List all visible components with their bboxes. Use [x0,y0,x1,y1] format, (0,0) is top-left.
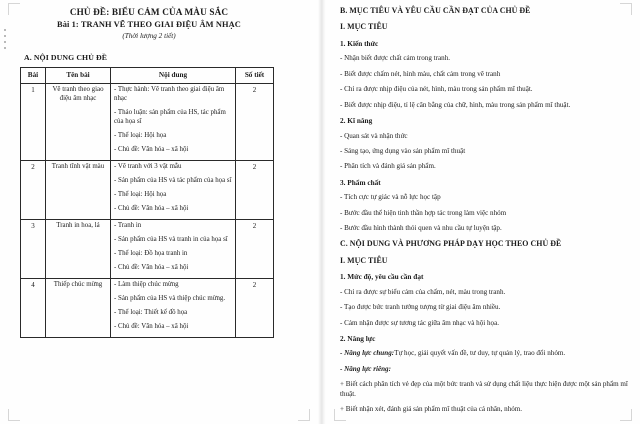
scan-artifact [4,35,6,37]
noi-dung-line: - Sản phẩm của HS và tác phẩm của họa sĩ [114,177,232,185]
ki-nang-item: - Sáng tạo, ứng dụng vào sản phẩm mĩ thuật [340,146,466,155]
page-left [0,0,318,424]
heading-pham-chat: 3. Phẩm chất [340,177,381,187]
noi-dung-line: - Chủ đề: Văn hóa – xã hội [114,146,189,154]
document-subtitle: Bài 1: TRANH VẼ THEO GIAI ĐIỆU ÂM NHẠC [57,20,241,30]
cell-noi-dung [111,161,236,220]
scan-artifact [4,47,6,49]
nang-luc-chung [340,349,628,358]
noi-dung-line: - Thể loại: Đồ họa tranh in [114,250,188,258]
cell-ten-bai: Vẽ tranh theo giao điệu âm nhạc [46,84,111,161]
muc-do-item: - Cảm nhận được sự tương tác giữa âm nhạc và hội họa. [340,318,499,327]
nang-luc-chung-label: - Năng lực chung: [340,349,395,358]
table-row [21,278,274,337]
column-header-noi-dung: Nội dung [111,67,236,84]
heading-muc-do: 1. Mức độ, yêu cầu cần đạt [340,272,424,282]
muc-do-item: - Chỉ ra được sự biểu cảm của chấm, nét, màu trong tranh. [340,287,506,296]
noi-dung-line: - Làm thiệp chúc mừng [114,280,179,288]
column-header-so-tiet: Số tiết [236,67,274,84]
cell-bai: 1 [21,84,46,161]
cell-noi-dung [111,278,236,337]
document-duration: (Thời lượng 2 tiết) [122,31,176,40]
kien-thuc-item: - Chỉ ra được nhịp điệu của nét, hình, màu trong sản phẩm mĩ thuật. [340,85,533,94]
page-spine-divider [318,0,326,424]
cell-bai: 2 [21,161,46,220]
heading-ki-nang: 2. Kĩ năng [340,115,373,125]
section-heading-c: C. NỘI DUNG VÀ PHƯƠNG PHÁP DẠY HỌC THEO CHỦ ĐỀ [340,239,562,249]
cell-so-tiet: 2 [236,161,274,220]
heading-muc-tieu-2: I. MỤC TIÊU [340,255,388,265]
table-row [21,84,274,161]
page-right [326,0,640,424]
pham-chat-item: - Tích cực tự giác và nỗ lực học tập [340,193,441,202]
kien-thuc-item: - Biết được chấm nét, hình màu, chất cảm trong vẽ tranh [340,69,501,78]
noi-dung-line: - Chủ đề: Văn hóa – xã hội [114,205,189,213]
kien-thuc-item: - Nhận biết được chất cảm trong tranh. [340,54,451,63]
section-heading-b: B. MỤC TIÊU VÀ YÊU CẦU CẦN ĐẠT CỦA CHỦ ĐỀ [340,6,531,15]
scan-artifact [4,29,6,31]
cell-noi-dung [111,84,236,161]
noi-dung-line: - Chủ đề: Văn hóa – xã hội [114,322,189,330]
crop-mark-icon [298,409,310,421]
pham-chat-item: - Bước đầu hình thành thói quen và nhu cầu tự luyện tập. [340,223,502,232]
noi-dung-line: - Vẽ tranh với 3 vật mẫu [114,163,182,171]
pham-chat-item: - Bước đầu thể hiện tinh thần hợp tác trong làm việc nhóm [340,208,507,217]
table-row [21,220,274,279]
document-title: CHỦ ĐỀ: BIỂU CẢM CỦA MÀU SẮC [69,7,229,17]
muc-do-item: - Tạo được bức tranh tưởng tượng từ giai điệu âm nhiều. [340,303,501,312]
noi-dung-line: - Thực hành: Vẽ tranh theo giai điệu âm nhạc [114,86,225,103]
ki-nang-item: - Quan sát và nhận thức [340,131,408,140]
cell-ten-bai: Tranh tĩnh vật màu [46,161,111,220]
crop-mark-icon [8,3,20,15]
noi-dung-line: - Thể loại: Hội họa [114,191,167,199]
cell-ten-bai: Thiếp chúc mừng [46,278,111,337]
heading-nang-luc: 2. Năng lực [340,333,376,343]
cell-bai: 3 [21,220,46,279]
kien-thuc-item: - Biết được nhịp điệu, tỉ lệ cân bằng của chữ, hình, màu trong sản phẩm mĩ thuật. [340,100,571,109]
cell-so-tiet: 2 [236,220,274,279]
scan-artifact [4,41,6,43]
table-header-row [21,67,274,84]
section-heading-a: A. NỘI DUNG CHỦ ĐỀ [24,52,108,62]
noi-dung-line: - Sản phẩm của HS và tranh in của họa sĩ [114,236,228,244]
noi-dung-line: - Thể loại: Hội họa [114,132,167,140]
content-table [20,67,274,338]
crop-mark-icon [8,409,20,421]
ki-nang-item: - Phân tích và đánh giá sản phẩm. [340,162,436,171]
nang-luc-rieng-label-text: - Năng lực riêng: [340,364,391,373]
nang-luc-rieng-item: + Biết cách phân tích vẻ đẹp của một bức tranh và sử dụng chất liệu thực hiện được một sản phẩm mĩ thuật. [340,380,628,398]
cell-bai: 4 [21,278,46,337]
nang-luc-rieng-item: + Biết nhận xét, đánh giá sản phẩm mĩ thuật của cá nhân, nhóm. [340,404,523,413]
cell-ten-bai: Tranh in hoa, lá [46,220,111,279]
column-header-bai: Bài [21,67,46,84]
noi-dung-line: - Chủ đề: Văn hóa – xã hội [114,264,189,271]
cell-so-tiet: 2 [236,84,274,161]
nang-luc-rieng-label [340,365,628,374]
noi-dung-line: - Sản phẩm của HS và thiệp chúc mừng. [114,294,226,302]
noi-dung-line: - Thể loại: Thiết kế đồ họa [114,308,188,316]
noi-dung-line: - Thảo luận: sản phẩm của HS, tác phẩm của họa sĩ [114,109,226,126]
table-row [21,161,274,220]
noi-dung-line: - Tranh in [114,222,142,230]
heading-kien-thuc: 1. Kiến thức [340,38,379,48]
cell-so-tiet: 2 [236,278,274,337]
nang-luc-chung-text: Tự học, giải quyết vấn đề, tư duy, tự quản lý, trao đổi nhóm. [394,349,566,358]
column-header-ten-bai: Tên bài [46,67,111,84]
cell-noi-dung [111,220,236,279]
heading-muc-tieu: I. MỤC TIÊU [340,22,388,32]
